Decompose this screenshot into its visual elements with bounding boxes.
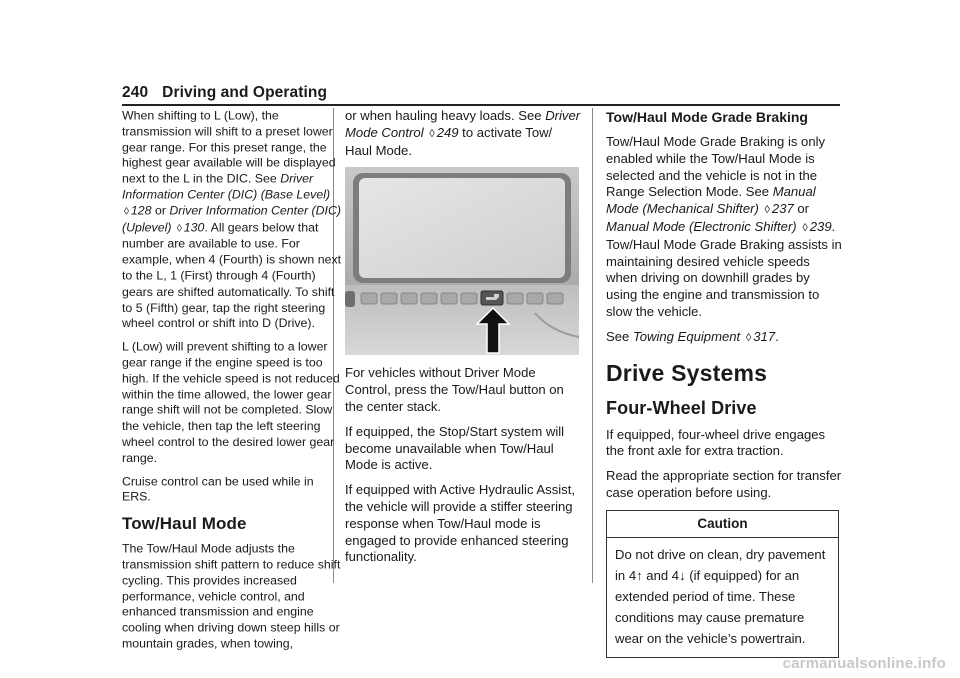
caution-title: Caution [607,511,838,538]
paragraph-tow-haul-intro: The Tow/Haul Mode adjusts the transmission shift pattern to reduce shift cycling. This provides increased performance, vehicle control, and enhanced transmission and engine cooling when driving down steep hills or mountain grades, when towing, [122,541,341,651]
watermark: carmanualsonline.info [782,655,946,672]
link-towing-equipment[interactable]: Towing Equipment [632,328,741,344]
display-screen [359,178,565,278]
paragraph-press-button: For vehicles without Driver Mode Control, press the Tow/Haul button on the center stack. [345,365,564,414]
arrow-up-icon: ↑ [636,567,643,583]
page-ref-icon: ◊ [764,204,770,217]
column-3 [606,108,842,658]
page-number: 240 [122,84,149,101]
paragraph-see-towing: See Towing Equipment ◊ 317. [606,328,779,344]
column-2 [345,108,581,574]
link-dic-uplevel[interactable]: Driver Information Center (DIC) (Uplevel) [122,203,342,235]
paragraph-hydraulic-assist: If equipped with Active Hydraulic Assist, the vehicle will provide a stiffer steering response when Tow/Haul mode is engaged to provide enhanced steering functionality. [345,482,575,565]
page-ref-249[interactable]: 249 [436,124,459,140]
link-manual-mode-mechanical[interactable]: Manual Mode (Mechanical Shifter) [606,184,816,217]
heading-drive-systems: Drive Systems [606,359,768,386]
left-knob [345,291,355,307]
link-driver-mode-control[interactable]: Driver Mode Control [345,108,581,140]
paragraph-grade-braking: Tow/Haul Mode Grade Braking is only enabled while the Tow/Haul Mode is selected and the vehicle is not in the Range Selection Mode. See Manual Mode (Mechanical Shifter) ◊ 237 or Manual Mode (Electronic Shifter) ◊ 239. Tow/Haul Mode Grade Braking assists in maintaining desired vehicle speeds when driving on downhill grades by using the engine and transmission to slow the vehicle. [606,134,842,319]
paragraph-4wd-intro: If equipped, four-wheel drive engages the front axle for extra traction. [606,426,826,459]
link-manual-mode-electronic[interactable]: Manual Mode (Electronic Shifter) [606,218,797,234]
page-ref-128[interactable]: 128 [130,203,152,218]
paragraph-cruise: Cruise control can be used while in ERS. [122,473,314,504]
paragraph-transfer-case: Read the appropriate section for transfer case operation before using. [606,468,842,500]
paragraph-stop-start: If equipped, the Stop/Start system will become unavailable when Tow/Haul Mode is active. [345,423,565,473]
page-ref-icon: ◊ [429,127,435,140]
section-title: Driving and Operating [162,84,328,101]
page-ref-317[interactable]: 317 [753,328,776,344]
page-header [122,84,327,102]
page-ref-130[interactable]: 130 [183,219,205,235]
page-ref-icon: ◊ [123,205,130,218]
page-ref-237[interactable]: 237 [771,201,794,217]
heading-grade-braking: Tow/Haul Mode Grade Braking [606,109,808,125]
header-rule [122,104,840,106]
page-ref-icon: ◊ [802,221,808,234]
paragraph-heavy-loads: or when hauling heavy loads. See Driver Mode Control ◊ 249 to activate Tow/ Haul Mode. [345,108,581,158]
caution-body: Do not drive on clean, dry pavement in 4↑ and 4↓ (if equipped) for an extended period of time. These conditions may cause premature wear on the vehicle’s powertrain. [615,546,826,646]
paragraph-low-prevent: L (Low) will prevent shifting to a lower gear range if the engine speed is too high. If the vehicle speed is not reduced within the time allowed, the lower gear range shift will not be completed. Slow the vehicle, then tap the left steering wheel control to the desired lower gear range. [122,339,340,465]
page-ref-239[interactable]: 239 [809,218,832,234]
button-row [361,291,563,305]
column-divider-2 [592,108,593,583]
caution-box [606,510,839,658]
heading-tow-haul: Tow/Haul Mode [122,513,247,533]
arrow-down-icon: ↓ [679,567,686,583]
page-ref-icon: ◊ [176,222,182,235]
tow-haul-button-figure [345,167,579,355]
link-dic-base[interactable]: Driver Information Center (DIC) (Base Level) [122,171,331,202]
heading-four-wheel-drive: Four-Wheel Drive [606,397,757,418]
paragraph-shift-low: When shifting to L (Low), the transmission will shift to a preset lower gear range. For this preset range, the highest gear available will be displayed next to the L in the DIC. See Driver Information Center (DIC) (Base Level) ◊ 128 or Driver Information Center (DIC) (Uplevel) ◊ 130. All gears below that number are available to use. For example, when 4 (Fourth) is shown next to the L, 1 (First) through 4 (Fourth) gears are shifted automatically. To shift to 5 (Fifth) gear, tap the right steering wheel control or shift into D (Drive). [122,108,342,331]
column-1 [122,108,345,660]
page-ref-icon: ◊ [745,331,752,344]
